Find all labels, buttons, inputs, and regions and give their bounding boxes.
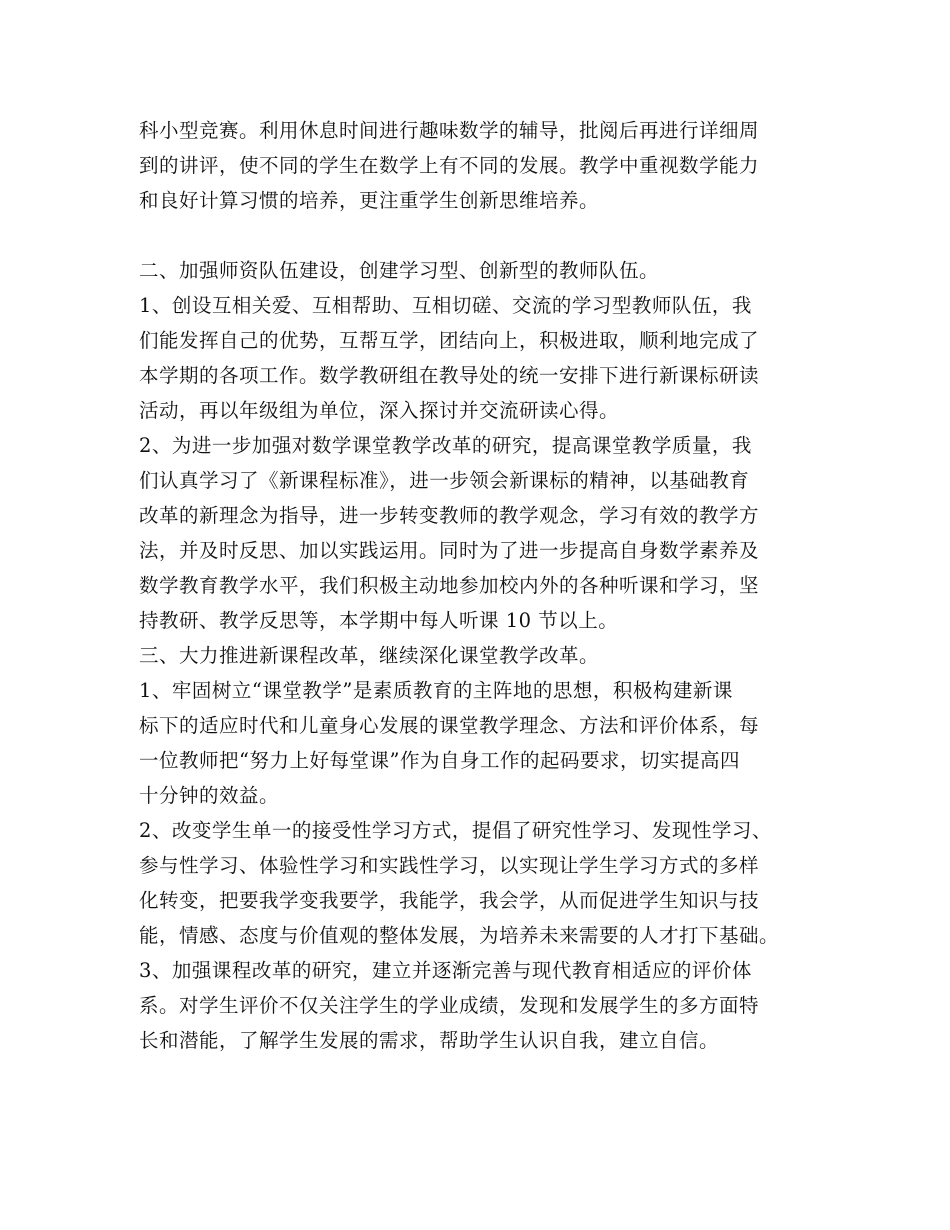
text-line: 本学期的各项工作。数学教研组在教导处的统一安排下进行新课标研读 [139, 364, 760, 387]
text-line: 活动，再以年级组为单位，深入探讨并交流研读心得。 [139, 399, 620, 422]
text-line: 化转变，把要我学变我要学，我能学，我会学，从而促进学生知识与技 [139, 889, 760, 912]
section-heading: 二、加强师资队伍建设，创建学习型、创新型的教师队伍。 [139, 259, 660, 282]
text-line: 2、改变学生单一的接受性学习方式，提倡了研究性学习、发现性学习、 [139, 819, 772, 842]
text-line: 持教研、教学反思等，本学期中每人听课 10 节以上。 [139, 609, 619, 632]
text-line: 能，情感、态度与价值观的整体发展，为培养未来需要的人才打下基础。 [139, 924, 780, 947]
text-line: 2、为进一步加强对数学课堂教学改革的研究，提高课堂教学质量，我 [139, 434, 752, 457]
text-line: 1、创设互相关爱、互相帮助、互相切磋、交流的学习型教师队伍，我 [139, 294, 752, 317]
text-line: 改革的新理念为指导，进一步转变教师的教学观念，学习有效的教学方 [139, 504, 760, 527]
text-line: 科小型竞赛。利用休息时间进行趣味数学的辅导，批阅后再进行详细周 [139, 119, 760, 142]
text-line: 和良好计算习惯的培养，更注重学生创新思维培养。 [139, 189, 600, 212]
text-line: 一位教师把“努力上好每堂课”作为自身工作的起码要求，切实提高四 [139, 749, 740, 772]
text-line: 们认真学习了《新课程标准》，进一步领会新课标的精神，以基础教育 [139, 469, 750, 492]
text-line: 1、牢固树立“课堂教学”是素质教育的主阵地的思想，积极构建新课 [139, 679, 733, 702]
text-line: 们能发挥自己的优势，互帮互学，团结向上，积极进取，顺利地完成了 [139, 329, 760, 352]
text-line: 系。对学生评价不仅关注学生的学业成绩，发现和发展学生的多方面特 [139, 994, 760, 1017]
text-line: 十分钟的效益。 [139, 784, 280, 807]
text-line: 数学教育教学水平，我们积极主动地参加校内外的各种听课和学习，坚 [139, 574, 760, 597]
text-line: 标下的适应时代和儿童身心发展的课堂教学理念、方法和评价体系，每 [139, 714, 760, 737]
text-line: 到的讲评，使不同的学生在数学上有不同的发展。教学中重视数学能力 [139, 154, 760, 177]
text-line: 3、加强课程改革的研究，建立并逐渐完善与现代教育相适应的评价体 [139, 959, 752, 982]
text-line: 长和潜能，了解学生发展的需求，帮助学生认识自我，建立自信。 [139, 1029, 720, 1052]
text-line: 参与性学习、体验性学习和实践性学习，以实现让学生学习方式的多样 [139, 854, 760, 877]
section-heading: 三、大力推进新课程改革，继续深化课堂教学改革。 [139, 644, 600, 667]
text-line: 法，并及时反思、加以实践运用。同时为了进一步提高自身数学素养及 [139, 539, 760, 562]
